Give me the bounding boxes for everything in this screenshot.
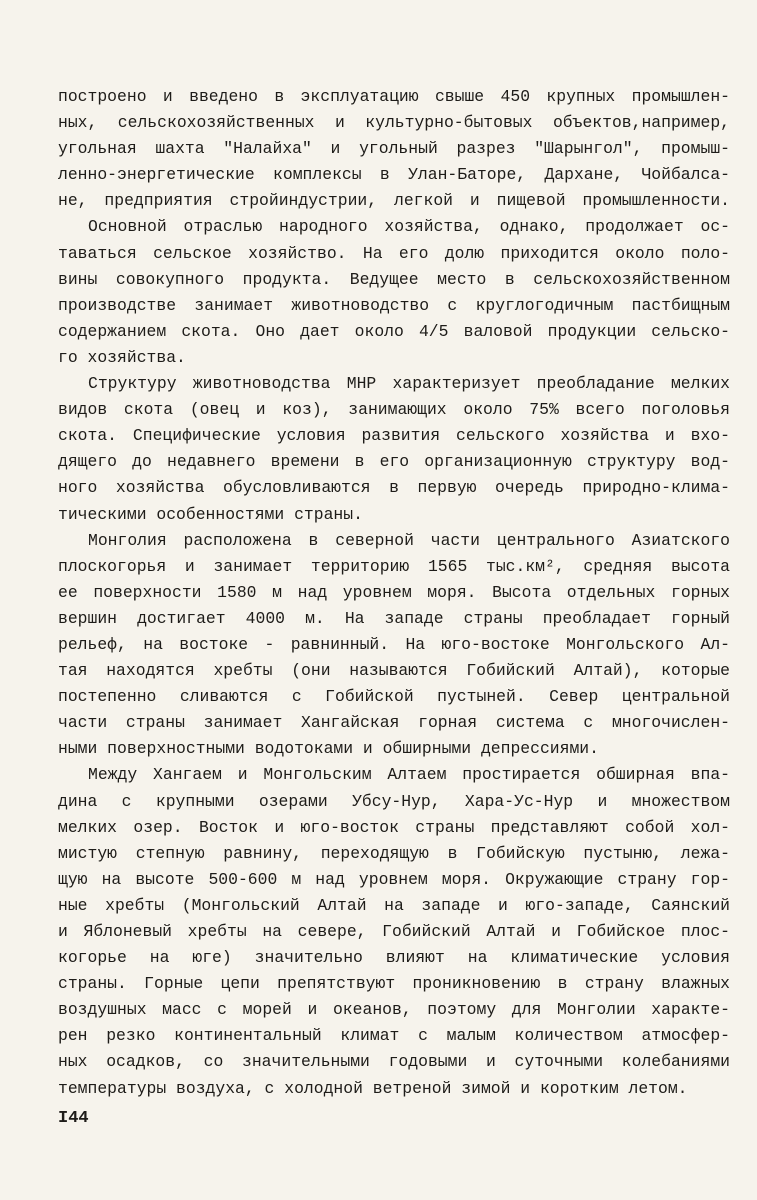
text-line: страны. Горные цепи препятствуют проникновению в страну влажных (58, 974, 730, 994)
text-line: щую на высоте 500-600 м над уровнем моря. Окружающие страну гор- (58, 869, 730, 889)
text-line: дина с крупными озерами Убсу-Нур, Хара-Ус-Нур и множеством (58, 791, 730, 811)
text-line: ных осадков, со значительными годовыми и суточными колебаниями (58, 1052, 730, 1072)
text-line: ее поверхности 1580 м над уровнем моря. Высота отдельных горных (58, 582, 730, 602)
text-line: мелких озер. Восток и юго-восток страны представляют собой хол- (58, 817, 730, 837)
text-line: Основной отраслью народного хозяйства, однако, продолжает ос- (88, 217, 730, 237)
text-line: воздушных масс с морей и океанов, поэтому для Монголии характе- (58, 1000, 730, 1020)
text-line: и Яблоневый хребты на севере, Гобийский Алтай и Гобийское плос- (58, 922, 730, 941)
text-line: ные хребты (Монгольский Алтай на западе и юго-западе, Саянский (58, 895, 730, 915)
text-line: построено и введено в эксплуатацию свыше 450 крупных промышлен- (58, 87, 730, 106)
paragraph-5 (58, 762, 730, 1101)
paragraph-1 (58, 84, 730, 214)
text-line: плоскогорья и занимает территорию 1565 тыс.км², средняя высота (58, 556, 730, 576)
paragraph-4 (58, 528, 730, 763)
paragraph-3 (58, 371, 730, 528)
text-line: ных, сельскохозяйственных и культурно-бытовых объектов,например, (58, 113, 730, 133)
text-line: го хозяйства. (58, 347, 186, 367)
text-line: рельеф, на востоке - равнинный. На юго-востоке Монгольского Ал- (58, 634, 730, 654)
text-line: дящего до недавнего времени в его организационную структуру вод- (58, 452, 730, 472)
text-line: температуры воздуха, с холодной ветреной зимой и коротким летом. (58, 1078, 688, 1098)
text-line: ленно-энергетические комплексы в Улан-Баторе, Дархане, Чойбалса- (58, 165, 730, 185)
text-line: таваться сельское хозяйство. На его долю приходится около поло- (58, 243, 730, 263)
text-line: ного хозяйства обусловливаются в первую очередь природно-клима- (58, 478, 730, 498)
text-line: Между Хангаем и Монгольским Алтаем простирается обширная впа- (88, 765, 730, 785)
text-line: постепенно сливаются с Гобийской пустыней. Север центральной (58, 687, 730, 707)
text-line: Монголия расположена в северной части центрального Азиатского (88, 530, 730, 550)
document-page (58, 84, 730, 1132)
text-line: не, предприятия стройиндустрии, легкой и пищевой промышленности. (58, 191, 730, 211)
text-line: содержанием скота. Оно дает около 4/5 валовой продукции сельско- (58, 321, 730, 341)
page-number: I44 (58, 1108, 89, 1128)
text-line: ными поверхностными водотоками и обширными депрессиями. (58, 739, 599, 759)
text-line: видов скота (овец и коз), занимающих около 75% всего поголовья (58, 400, 730, 420)
text-line: вины совокупного продукта. Ведущее место в сельскохозяйственном (58, 269, 730, 289)
text-line: скота. Специфические условия развития сельского хозяйства и вхо- (58, 426, 730, 446)
text-line: производстве занимает животноводство с круглогодичным пастбищным (58, 295, 730, 315)
paragraph-2 (58, 214, 730, 371)
text-line: Структуру животноводства МНР характеризует преобладание мелких (88, 374, 730, 394)
text-line: когорье на юге) значительно влияют на климатические условия (58, 948, 730, 968)
text-line: угольная шахта "Налайха" и угольный разрез "Шарынгол", промыш- (58, 139, 730, 159)
text-line: мистую степную равнину, переходящую в Гобийскую пустыню, лежа- (58, 843, 730, 863)
text-line: вершин достигает 4000 м. На западе страны преобладает горный (58, 608, 730, 628)
text-line: тическими особенностями страны. (58, 504, 363, 524)
text-line: тая находятся хребты (они называются Гобийский Алтай), которые (58, 661, 730, 681)
text-line: части страны занимает Хангайская горная система с многочислен- (58, 713, 730, 733)
text-line: рен резко континентальный климат с малым количеством атмосфер- (58, 1026, 730, 1046)
